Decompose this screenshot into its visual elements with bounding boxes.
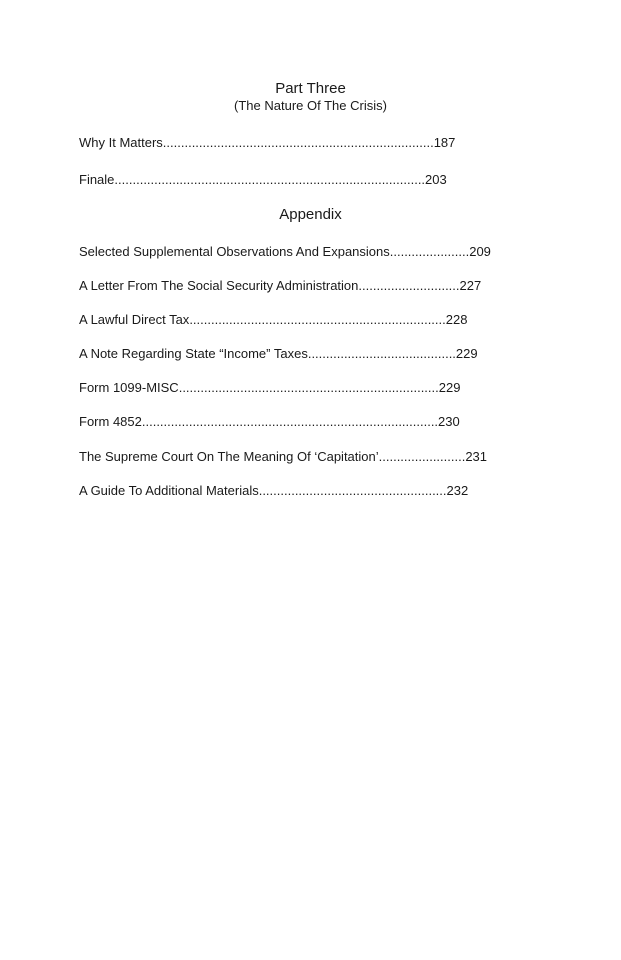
toc-entry-leader: ......................................................................................: [114, 172, 426, 187]
toc-entry: [79, 135, 529, 151]
toc-entry: [79, 449, 527, 465]
toc-entry-title: Finale: [79, 172, 115, 187]
appendix-title: Appendix: [279, 206, 342, 223]
toc-entry: [79, 346, 529, 362]
toc-entry-page: 229: [455, 346, 478, 361]
toc-entry: [79, 380, 529, 396]
toc-entry-page: 228: [445, 312, 468, 327]
toc-entry-page: 230: [438, 414, 460, 429]
toc-entry: [79, 483, 529, 499]
toc-entry-leader: ........................................................................: [178, 380, 439, 395]
toc-entry: [79, 244, 529, 260]
toc-entry: [79, 278, 529, 294]
toc-entry-title: Selected Supplemental Observations And Expansions: [79, 244, 390, 259]
toc-entry-title: A Lawful Direct Tax: [79, 312, 190, 327]
toc-entry-page: 229: [438, 380, 461, 395]
toc-entry-page: 187: [433, 135, 456, 150]
toc-entry: [79, 172, 525, 188]
toc-entry-leader: ...........................................................................: [162, 135, 434, 150]
toc-entry: [79, 312, 529, 328]
toc-entry-title: Form 1099-MISC: [79, 380, 179, 395]
toc-entry-title: Form 4852: [79, 414, 142, 429]
toc-entry: [79, 414, 529, 430]
part-subtitle: (The Nature Of The Crisis): [234, 98, 387, 113]
toc-entry-leader: ......................: [389, 244, 470, 259]
toc-entry-title: Why It Matters: [79, 135, 163, 150]
toc-entry-leader: ............................: [358, 278, 460, 293]
toc-entry-leader: ....................................................: [258, 483, 447, 498]
toc-entry-title: A Guide To Additional Materials: [79, 483, 259, 498]
toc-entry-leader: ........................: [378, 449, 466, 464]
toc-entry-leader: ..................................................................................: [141, 414, 439, 429]
toc-entry-page: 227: [459, 278, 482, 293]
toc-entry-page: 231: [465, 449, 488, 464]
part-title: Part Three: [275, 80, 346, 97]
toc-entry-leader: .........................................: [307, 346, 456, 361]
toc-entry-page: 203: [425, 172, 447, 187]
toc-entry-leader: .......................................................................: [189, 312, 446, 327]
toc-entry-title: A Note Regarding State “Income” Taxes: [79, 346, 308, 361]
toc-entry-title: A Letter From The Social Security Administration: [79, 278, 359, 293]
toc-entry-page: 209: [469, 244, 491, 259]
toc-entry-title: The Supreme Court On The Meaning Of ‘Capitation’: [79, 449, 379, 464]
toc-entry-page: 232: [446, 483, 469, 498]
